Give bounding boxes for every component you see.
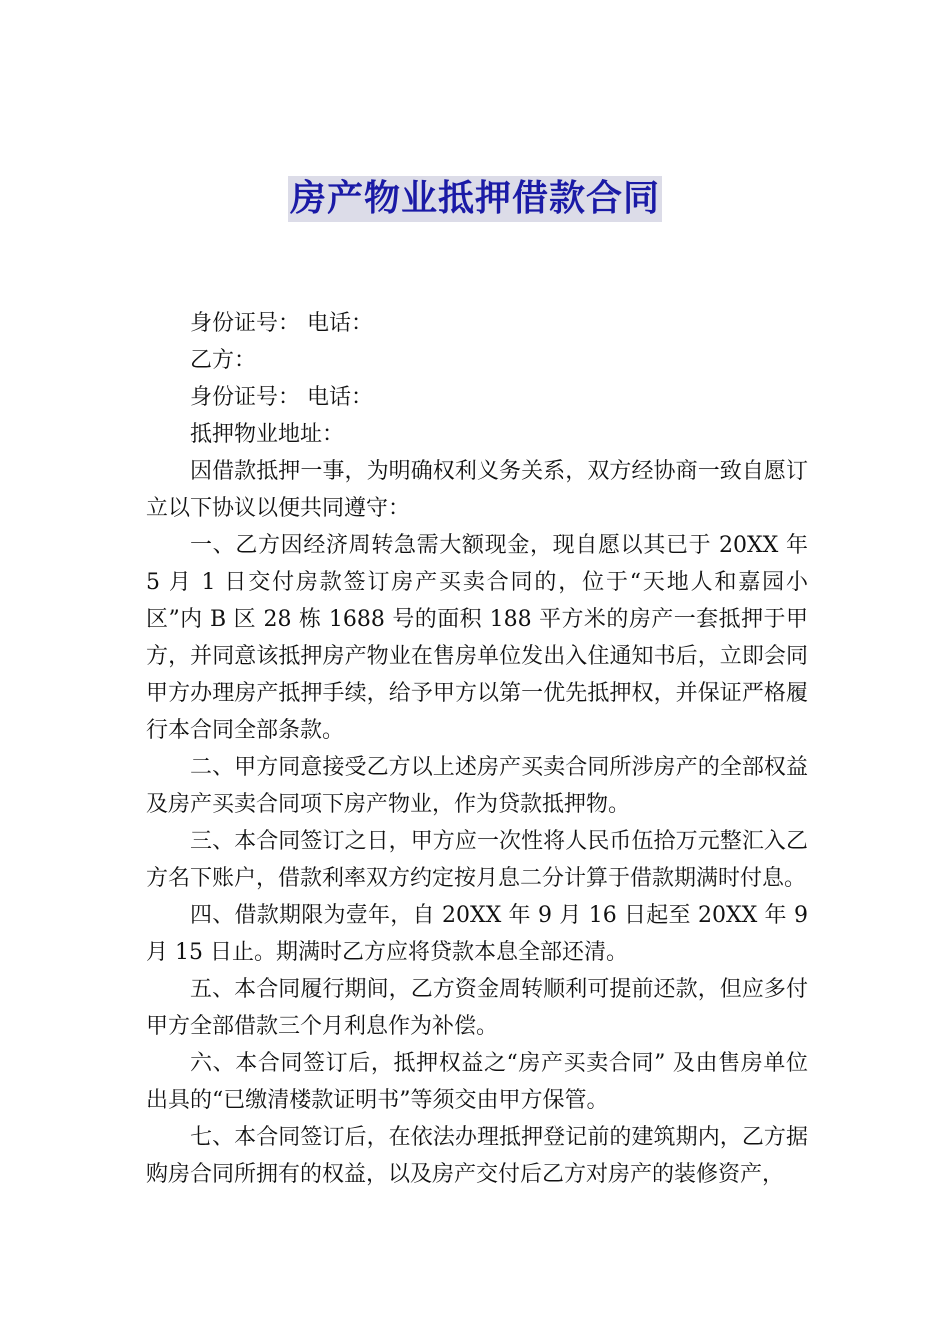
paragraph-preamble: 因借款抵押一事，为明确权利义务关系，双方经协商一致自愿订立以下协议以便共同遵守： bbox=[146, 459, 808, 521]
mortgage-address-line: 抵押物业地址： bbox=[190, 422, 345, 447]
document-body bbox=[146, 305, 808, 1193]
paragraph-clause-7: 七、本合同签订后，在依法办理抵押登记前的建筑期内，乙方据购房合同所拥有的权益，以及房产交付后乙方对房产的装修资产， bbox=[146, 1125, 808, 1187]
paragraph-clause-1: 一、乙方因经济周转急需大额现金，现自愿以其已于 20XX 年 5 月 1 日交付房款签订房产买卖合同的，位于“天地人和嘉园小区”内 B 区 28 栋 1688 号的面积 188 平方米的房产一套抵押于甲方，并同意该抵押房产物业在售房单位发出入住通知书后，立即会同甲方办理房产抵押手续，给予甲方以第一优先抵押权，并保证严格履行本合同全部条款。 bbox=[146, 533, 808, 743]
title-container bbox=[0, 176, 950, 222]
paragraph-clause-6: 六、本合同签订后，抵押权益之“房产买卖合同” 及由售房单位出具的“已缴清楼款证明书”等须交由甲方保管。 bbox=[146, 1051, 808, 1113]
paragraph-clause-5: 五、本合同履行期间，乙方资金周转顺利可提前还款，但应多付甲方全部借款三个月利息作为补偿。 bbox=[146, 977, 808, 1039]
paragraph-clause-4: 四、借款期限为壹年，自 20XX 年 9 月 16 日起至 20XX 年 9 月 15 日止。期满时乙方应将贷款本息全部还清。 bbox=[146, 903, 808, 965]
paragraph-clause-2: 二、甲方同意接受乙方以上述房产买卖合同所涉房产的全部权益及房产买卖合同项下房产物业，作为贷款抵押物。 bbox=[146, 755, 808, 817]
party-b-line: 乙方： bbox=[190, 348, 257, 373]
id-phone-line-1: 身份证号： 电话： bbox=[190, 311, 373, 336]
document-title: 房产物业抵押借款合同 bbox=[288, 176, 662, 222]
paragraph-clause-3: 三、本合同签订之日，甲方应一次性将人民币伍拾万元整汇入乙方名下账户，借款利率双方约定按月息二分计算于借款期满时付息。 bbox=[146, 829, 808, 891]
id-phone-line-2: 身份证号： 电话： bbox=[190, 385, 373, 410]
